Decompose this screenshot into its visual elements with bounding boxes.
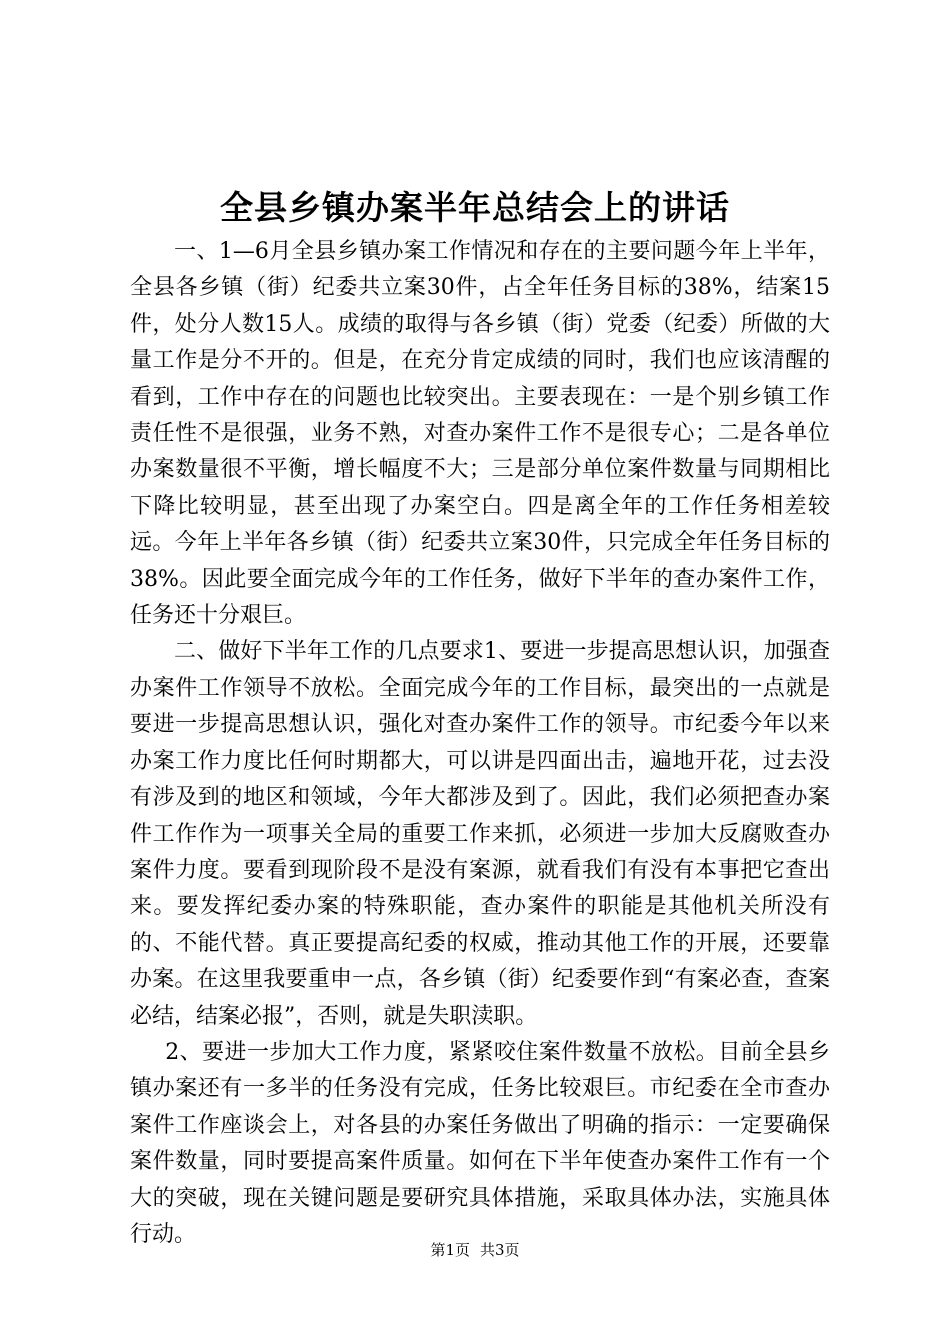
document-title: 全县乡镇办案半年总结会上的讲话 bbox=[220, 188, 730, 227]
page-footer bbox=[0, 1240, 950, 1260]
paragraph-3: 2、要进一步加大工作力度，紧紧咬住案件数量不放松。目前全县乡镇办案还有一多半的任务没有完成，任务比较艰巨。市纪委在全市查办案件工作座谈会上，对各县的办案任务做出了明确的指示：一定要确保案件数量，同时要提高案件质量。如何在下半年使查办案件工作有一个大的突破，现在关键问题是要研究具体措施，采取具体办法，实施具体行动。 bbox=[130, 1039, 830, 1247]
page-total: 共3页 bbox=[480, 1241, 520, 1259]
paragraph-1: 一、1—6月全县乡镇办案工作情况和存在的主要问题今年上半年，全县各乡镇（街）纪委共立案30件，占全年任务目标的38%，结案15件，处分人数15人。成绩的取得与各乡镇（街）党委（纪委）所做的大量工作是分不开的。但是，在充分肯定成绩的同时，我们也应该清醒的看到，工作中存在的问题也比较突出。主要表现在：一是个别乡镇工作责任性不是很强，业务不熟，对查办案件工作不是很专心；二是各单位办案数量很不平衡，增长幅度不大；三是部分单位案件数量与同期相比下降比较明显，甚至出现了办案空白。四是离全年的工作任务相差较远。今年上半年各乡镇（街）纪委共立案30件，只完成全年任务目标的38%。因此要全面完成今年的工作任务，做好下半年的查办案件工作，任务还十分艰巨。 bbox=[130, 239, 830, 629]
paragraph-2: 二、做好下半年工作的几点要求1、要进一步提高思想认识，加强查办案件工作领导不放松。全面完成今年的工作目标，最突出的一点就是要进一步提高思想认识，强化对查办案件工作的领导。市纪委今年以来办案工作力度比任何时期都大，可以讲是四面出击，遍地开花，过去没有涉及到的地区和领域，今年大都涉及到了。因此，我们必须把查办案件工作作为一项事关全局的重要工作来抓，必须进一步加大反腐败查办案件力度。要看到现阶段不是没有案源，就看我们有没有本事把它查出来。要发挥纪委办案的特殊职能，查办案件的职能是其他机关所没有的、不能代替。真正要提高纪委的权威，推动其他工作的开展，还要靠办案。在这里我要重申一点，各乡镇（街）纪委要作到“有案必查，查案必结，结案必报”，否则，就是失职渎职。 bbox=[130, 639, 830, 1029]
page-number: 第1页 bbox=[430, 1241, 470, 1259]
document-body bbox=[130, 234, 830, 1253]
